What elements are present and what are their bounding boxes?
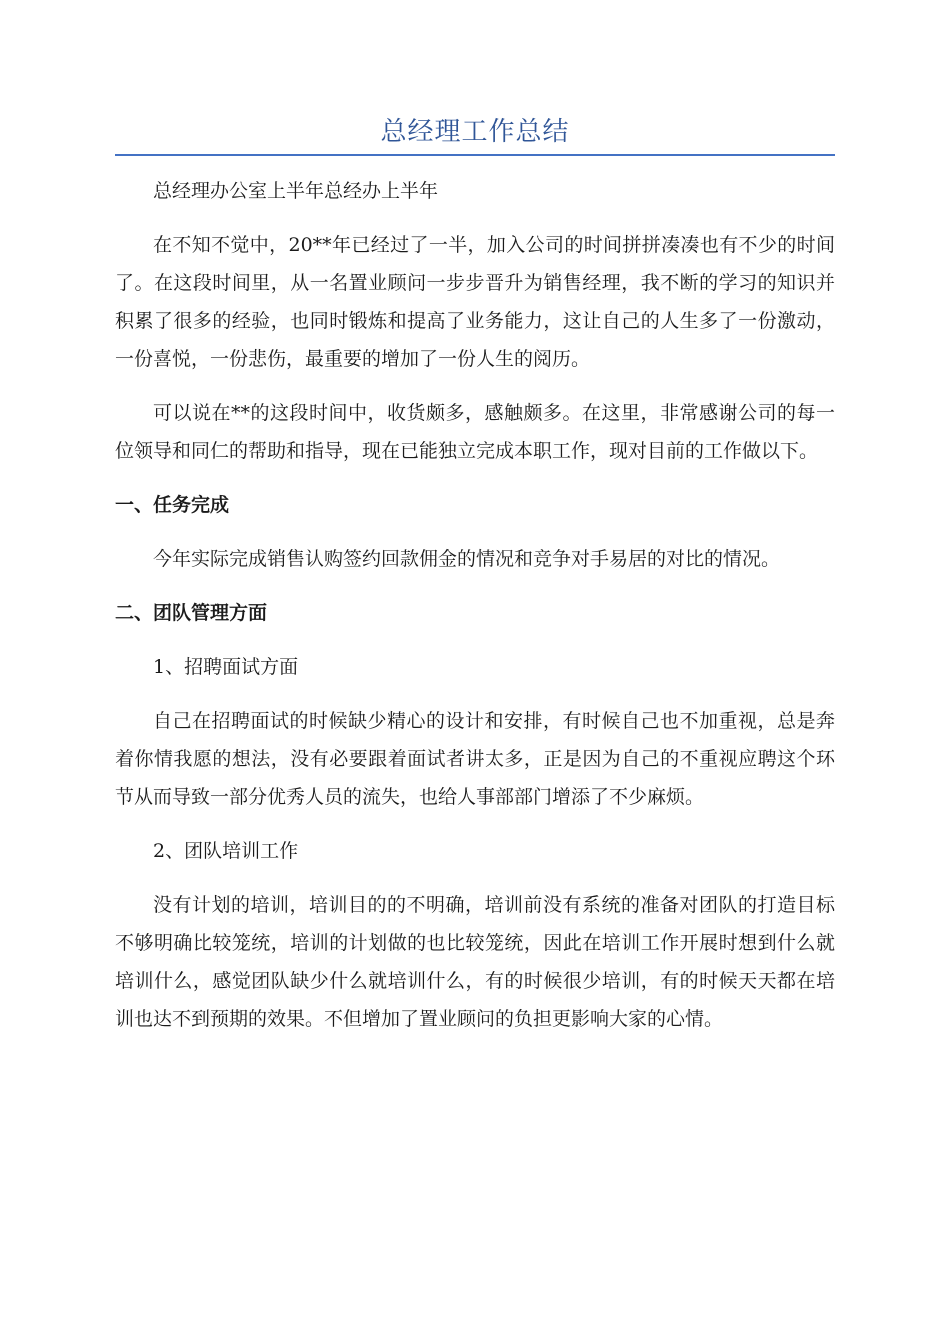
subsection-heading-recruitment: 1、招聘面试方面 xyxy=(153,656,299,678)
intro-paragraph-1: 在不知不觉中，20**年已经过了一半，加入公司的时间拼拼凑凑也有不少的时间了。在这段时间里，从一名置业顾问一步步晋升为销售经理，我不断的学习的知识并积累了很多的经验，也同时锻炼和提高了业务能力，这让自己的人生多了一份激动，一份喜悦，一份悲伤，最重要的增加了一份人生的阅历。 xyxy=(115,234,835,370)
subsection-recruitment-text: 自己在招聘面试的时候缺少精心的设计和安排，有时候自己也不加重视，总是奔着你情我愿的想法，没有必要跟着面试者讲太多，正是因为自己的不重视应聘这个环节从而导致一部分优秀人员的流失，也给人事部部门增添了不少麻烦。 xyxy=(115,710,835,808)
document-body xyxy=(115,172,835,1054)
intro-paragraph-2: 可以说在**的这段时间中，收货颇多，感触颇多。在这里，非常感谢公司的每一位领导和同仁的帮助和指导，现在已能独立完成本职工作，现对目前的工作做以下。 xyxy=(115,402,835,462)
section-task-completion-text: 今年实际完成销售认购签约回款佣金的情况和竞争对手易居的对比的情况。 xyxy=(153,548,781,570)
subsection-training-text: 没有计划的培训，培训目的的不明确，培训前没有系统的准备对团队的打造目标不够明确比较笼统，培训的计划做的也比较笼统，因此在培训工作开展时想到什么就培训什么，感觉团队缺少什么就培训什么，有的时候很少培训，有的时候天天都在培训也达不到预期的效果。不但增加了置业顾问的负担更影响大家的心情。 xyxy=(115,894,835,1030)
document-title: 总经理工作总结 xyxy=(380,117,570,147)
section-heading-task-completion: 一、任务完成 xyxy=(115,494,230,516)
title-underline xyxy=(115,154,835,156)
section-heading-team-management: 二、团队管理方面 xyxy=(115,602,268,624)
subsection-heading-training: 2、团队培训工作 xyxy=(153,840,299,862)
subtitle-paragraph: 总经理办公室上半年总经办上半年 xyxy=(153,180,439,202)
